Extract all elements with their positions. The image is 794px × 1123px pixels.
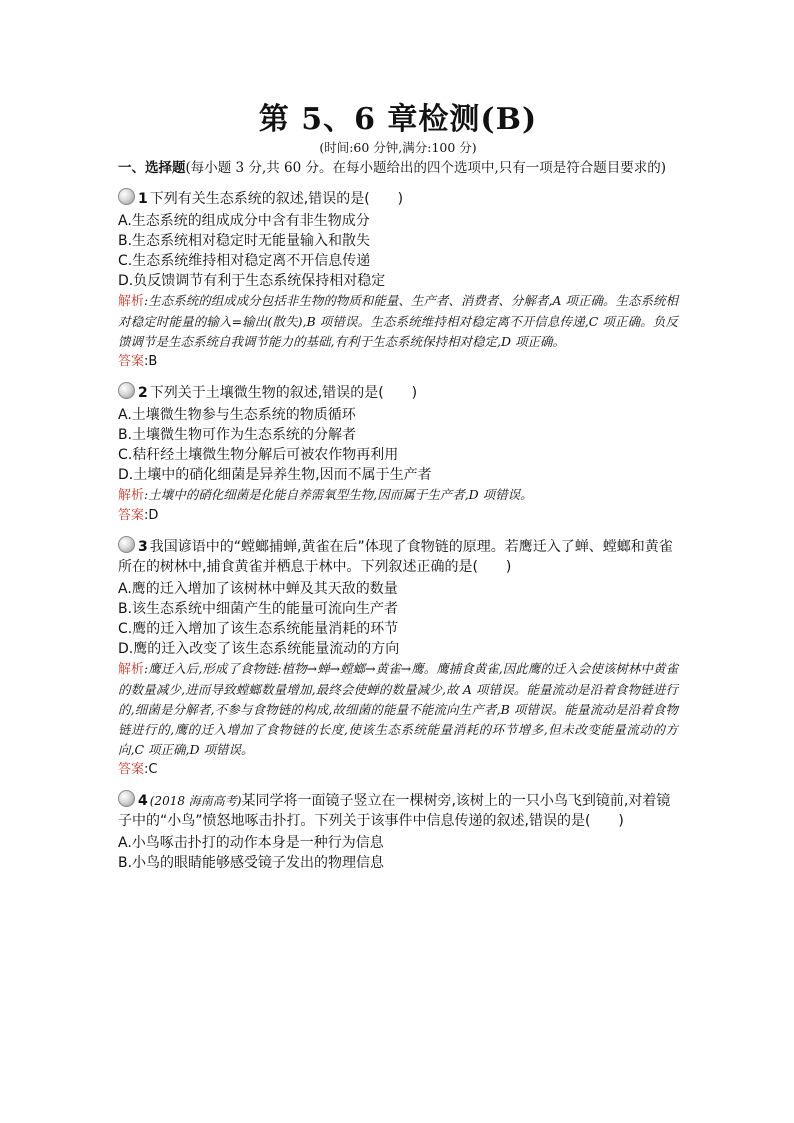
section-heading	[118, 158, 678, 178]
question-options	[118, 405, 678, 485]
analysis	[118, 659, 678, 760]
option-b: B.小鸟的眼睛能够感受镜子发出的物理信息	[118, 855, 385, 871]
question-badge-icon	[118, 536, 135, 553]
question-stem	[118, 790, 678, 831]
question-text: 下列有关生态系统的叙述,错误的是( )	[149, 191, 404, 207]
question-text: 我国谚语中的“螳螂捕蝉,黄雀在后”体现了食物链的原理。若鹰迁入了蝉、螳螂和黄雀所在的树林中,捕食黄雀并栖息于林中。下列叙述正确的是( )	[118, 539, 673, 575]
question-stem	[118, 188, 678, 209]
question-2	[118, 382, 678, 526]
analysis-text: :土壤中的硝化细菌是化能自养需氧型生物,因而属于生产者,D 项错误。	[144, 487, 533, 502]
answer-label: 答案	[118, 762, 145, 777]
question-3	[118, 536, 678, 780]
question-options	[118, 211, 678, 291]
answer-value: :D	[144, 508, 159, 523]
answer-value: :B	[144, 354, 158, 369]
question-source: (2018 海南高考)	[149, 794, 242, 808]
question-stem	[118, 536, 678, 577]
answer-label: 答案	[118, 354, 145, 369]
question-number: 3	[138, 539, 148, 555]
question-badge-icon	[118, 188, 135, 205]
option-a: A.鹰的迁入增加了该树林中蝉及其天敌的数量	[118, 581, 398, 597]
page-title: 第 5、6 章检测(B)	[258, 102, 538, 137]
answer-label: 答案	[118, 508, 145, 523]
question-stem	[118, 382, 678, 403]
option-d: D.负反馈调节有利于生态系统保持相对稳定	[118, 273, 386, 289]
answer	[118, 760, 678, 780]
option-a: A.土壤微生物参与生态系统的物质循环	[118, 407, 356, 423]
page-subtitle: (时间:60 分钟,满分:100 分)	[319, 140, 477, 155]
analysis	[118, 485, 678, 506]
analysis-text: :鹰迁入后,形成了食物链:植物→蝉→螳螂→黄雀→鹰。鹰捕食黄雀,因此鹰的迁入会使该树林中黄雀的数量减少,进而导致螳螂数量增加,最终会使蝉的数量减少,故 A 项错误。能量流动是沿着食物链进行的,细菌是分解者,不参与食物链的构成,故细菌的能量不能流向生产者,B 项错误。能量流动是沿着食物链进行的,鹰的迁入增加了食物链的长度,使该生态系统能量消耗的环节增多,但未改变能量流动的方向,C 项正确,D 项错误。	[118, 661, 678, 757]
option-d: D.鹰的迁入改变了该生态系统能量流动的方向	[118, 641, 400, 657]
section-description: (每小题 3 分,共 60 分。在每小题给出的四个选项中,只有一项是符合题目要求的)	[185, 160, 667, 176]
section-title: 一、选择题	[118, 160, 186, 176]
question-options	[118, 833, 678, 873]
analysis-label: 解析	[118, 294, 145, 309]
analysis-text: :生态系统的组成成分包括非生物的物质和能量、生产者、消费者、分解者,A 项正确。生态系统相对稳定时能量的输入=输出(散失),B 项错误。生态系统维持相对稳定离不开信息传递,C 项正确。负反馈调节是生态系统自我调节能力的基础,有利于生态系统保持相对稳定,D 项正确。	[118, 293, 678, 349]
option-c: C.生态系统维持相对稳定离不开信息传递	[118, 253, 371, 269]
answer-value: :C	[144, 762, 158, 777]
analysis-label: 解析	[118, 488, 145, 503]
question-badge-icon	[118, 790, 135, 807]
question-text: 某同学将一面镜子竖立在一棵树旁,该树上的一只小鸟飞到镜前,对着镜子中的“小鸟”愤怒地啄击扑打。下列关于该事件中信息传递的叙述,错误的是( )	[118, 793, 671, 829]
answer	[118, 506, 678, 526]
question-number: 4	[138, 793, 148, 809]
document-page	[118, 100, 678, 873]
option-a: A.生态系统的组成成分中含有非生物成分	[118, 213, 370, 229]
answer	[118, 352, 678, 372]
analysis	[118, 291, 678, 352]
question-number: 1	[138, 191, 148, 207]
question-number: 2	[138, 385, 148, 401]
question-text: 下列关于土壤微生物的叙述,错误的是( )	[149, 385, 418, 401]
option-b: B.生态系统相对稳定时无能量输入和散失	[118, 233, 371, 249]
question-1	[118, 188, 678, 372]
question-badge-icon	[118, 382, 135, 399]
option-c: C.秸秆经土壤微生物分解后可被农作物再利用	[118, 447, 399, 463]
option-b: B.土壤微生物可作为生态系统的分解者	[118, 427, 357, 443]
option-b: B.该生态系统中细菌产生的能量可流向生产者	[118, 601, 399, 617]
question-4	[118, 790, 678, 873]
option-d: D.土壤中的硝化细菌是异养生物,因而不属于生产者	[118, 467, 432, 483]
option-c: C.鹰的迁入增加了该生态系统能量消耗的环节	[118, 621, 399, 637]
question-options	[118, 579, 678, 659]
analysis-label: 解析	[118, 662, 145, 677]
option-a: A.小鸟啄击扑打的动作本身是一种行为信息	[118, 835, 384, 851]
